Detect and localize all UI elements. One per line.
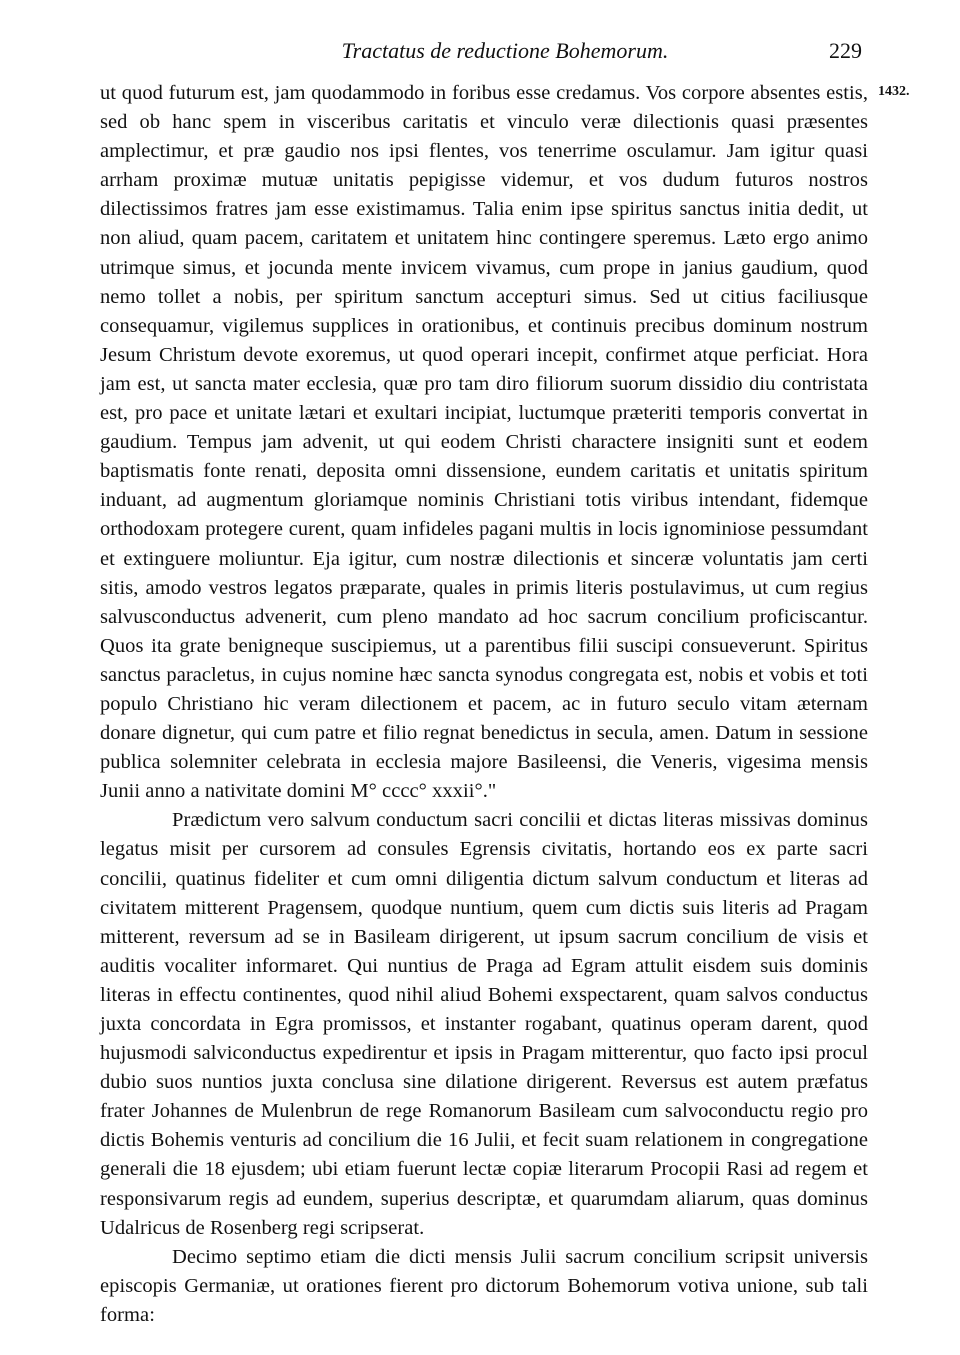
body-text xyxy=(100,79,868,1330)
running-head xyxy=(100,38,870,68)
page-number: 229 xyxy=(829,38,862,63)
paragraph-decimo-septimo: Decimo septimo etiam die dicti mensis Julii sacrum concilium scripsit universis episcopis Germaniæ, ut orationes fierent pro dictorum Bohemorum votiva unione, sub tali forma: xyxy=(100,1245,868,1326)
margin-year-note: 1432. xyxy=(878,84,910,99)
running-title: Tractatus de reductione Bohemorum. xyxy=(341,38,669,63)
paragraph-letter-continuation: ut quod futurum est, jam quodammodo in foribus esse credamus. Vos corpore absentes estis, sed ob hanc spem in visceribus caritatis et vinculo veræ dilectionis quasi præsentes amplectimur, et præ gaudio nos ipsi flentes, vos tenerrime osculamur. Jam igitur quasi arrham proximæ mutuæ unitatis pepigisse videmur, et vos dudum futuros nostros dilectissimos fratres jam esse existimamus. Talia enim ipse spiritus sanctus initia dedit, ut non aliud, quam pacem, caritatem et unitatem hinc contingere speremus. Læto ergo animo utrimque simus, et jocunda mente invicem vivamus, cum prope in janius gaudium, quod nemo tollet a nobis, per spiritum sanctum accepturi simus. Sed ut citius faciliusque consequamur, vigilemus supplices in orationibus, et continuis precibus dominum nostrum Jesum Christum devote exoremus, ut quod operari incepit, confirmet atque perficiat. Hora jam est, ut sancta mater ecclesia, quæ pro tam diro filiorum suorum dissidio diu contristata est, pro pace et unitate lætari et exultari incipiat, luctumque præteriti temporis convertat in gaudium. Tempus jam advenit, ut qui eodem Christi charactere insigniti sunt et eodem baptismatis fonte renati, deposita omni dissensione, eundem caritatis et unitatis spiritum induant, ad augmentum gloriamque nominis Christiani totis viribus intendant, fidemque orthodoxam protegere curent, quam infideles pagani multis in locis ignominiose pessumdant et extinguere moliuntur. Eja igitur, cum nostræ dilectionis et sinceræ voluntatis jam certi sitis, amodo vestros legatos præparate, quales in primis literis postulavimus, ut cum regius salvusconductus advenerit, cum pleno mandato ad hoc sacrum concilium proficiscantur. Quos ita grate benigneque suscipiemus, ut a parentibus filii suscipi consueverunt. Spiritus sanctus paracletus, in cujus nomine hæc sancta synodus congregata est, nobis et vobis et toti populo Christiano hic veram dilectionem et pacem, ac in futuro seculo vitam æternam donare dignetur, qui cum patre et filio regnat benedictus in secula, amen. Datum in sessione publica solemniter celebrata in ecclesia majore Basileensi, die Veneris, vigesima mensis Junii anno a nativitate domini M° cccc° xxxii°." xyxy=(100,82,868,803)
paragraph-safe-conduct: Prædictum vero salvum conductum sacri concilii et dictas literas missivas dominus legatus misit per cursorem ad consules Egrensis civitatis, hortando eos ex parte sacri concilii, quatinus fideliter et cum omni diligentia dictum salvum conductum et literas ad civitatem mitterent Pragensem, quodque nuntium, quem cum dictis suis literis ad Pragam mitterent, reversum ad se in Basileam dirigerent, ut ipsum sacrum concilium de visis et auditis vocaliter informaret. Qui nuntius de Praga ad Egram attulit eisdem suis dominis literas in effectu continentes, quod nihil aliud Bohemi exspectarent, quam salvos conductus juxta concordata in Egra promissos, et instanter rogabant, quatinus operam darent, quod hujusmodi salviconductus expedirentur et ipsis in Pragam mitterentur, quo facto ipsi procul dubio suos nuntios juxta conclusa sine dilatione dirigerent. Reversus est autem præfatus frater Johannes de Mulenbrun de rege Romanorum Basileam cum salvoconductu regio pro dictis Bohemis venturis ad concilium die 16 Julii, et fecit suam relationem in congregatione generali die 18 ejusdem; ubi etiam fuerunt lectæ copiæ literarum Procopii Rasi ad regem et responsivarum regis ad eundem, superius descriptæ, et quarumdam aliarum, quas dominus Udalricus de Rosenberg regi scripserat. xyxy=(100,809,868,1239)
